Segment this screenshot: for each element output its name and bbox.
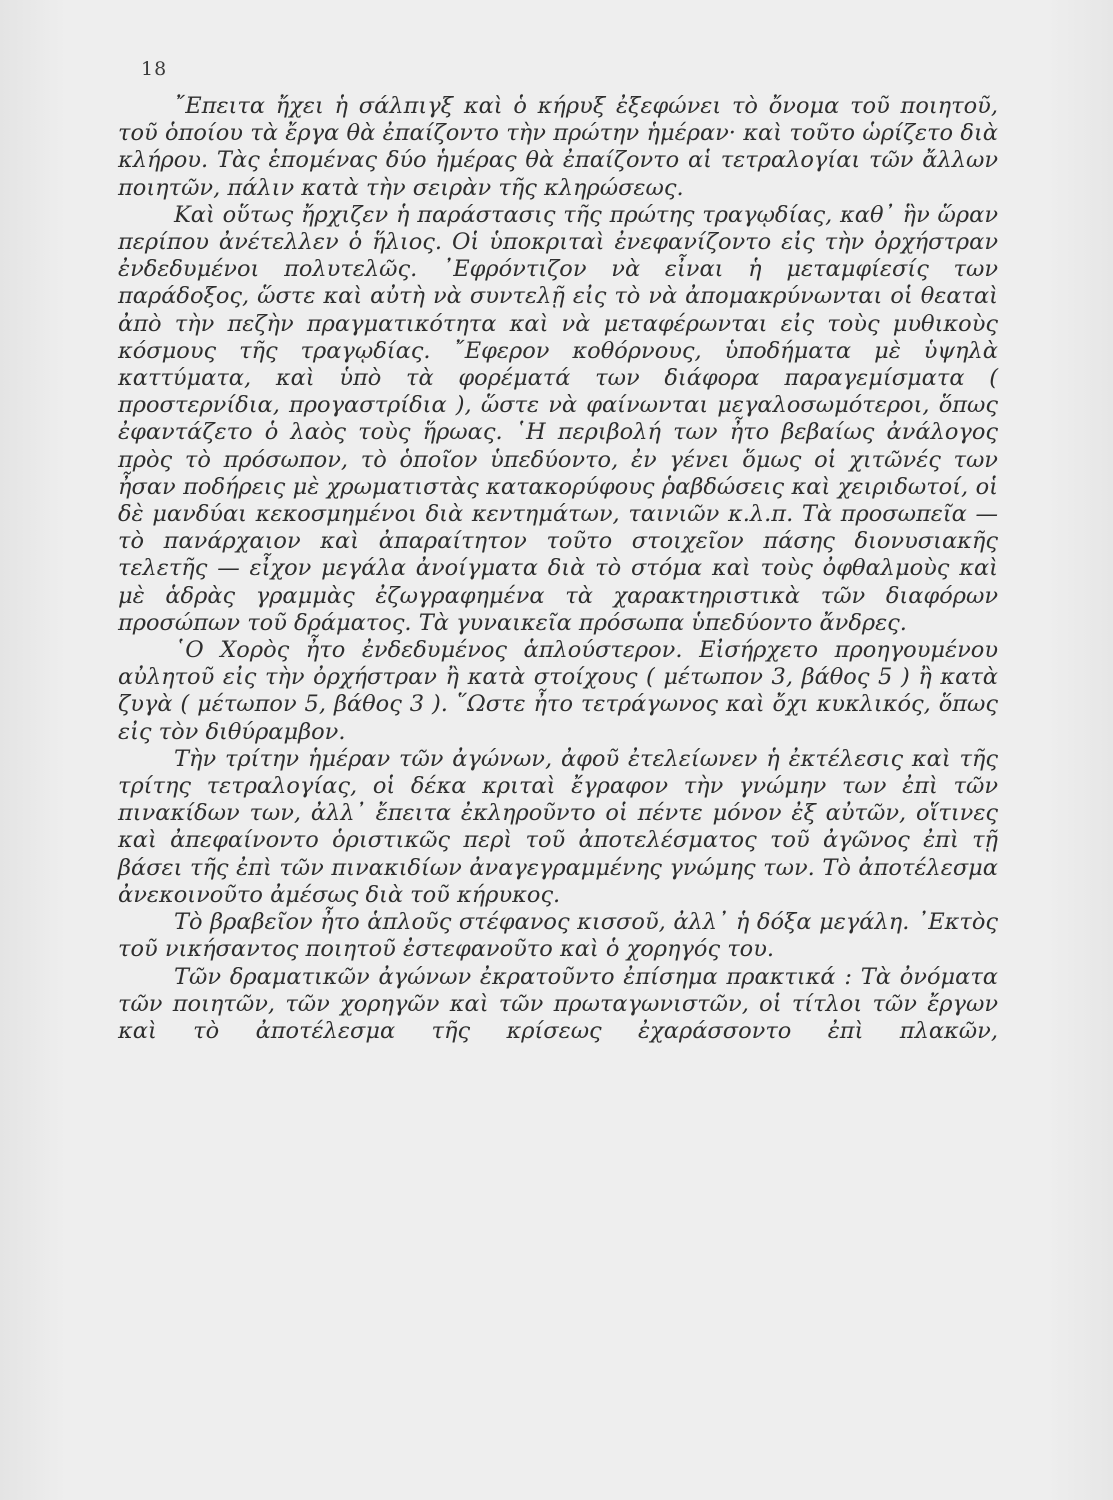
paragraph: Τὴν τρίτην ἡμέραν τῶν ἀγώνων, ἀφοῦ ἐτελείωνεν ἡ ἐκτέλεσις καὶ τῆς τρίτης τετραλογίας, οἱ δέκα κριταὶ ἔγραφον τὴν γνώμην των ἐπὶ τῶν πινακίδων των, ἀλλ᾽ ἔπειτα ἐκληροῦντο οἱ πέντε μόνον ἐξ αὐτῶν, οἵτινες καὶ ἀπεφαίνοντο ὁριστικῶς περὶ τοῦ ἀποτελέσματος τοῦ ἀγῶνος ἐπὶ τῇ βάσει τῆς ἐπὶ τῶν πινακιδίων ἀναγεγραμμένης γνώμης των. Τὸ ἀποτέλεσμα ἀνεκοινοῦτο ἀμέσως διὰ τοῦ κήρυκος.	[118, 745, 998, 908]
page-number: 18	[141, 58, 168, 80]
paragraph: Τῶν δραματικῶν ἀγώνων ἐκρατοῦντο ἐπίσημα πρακτικά : Τὰ ὀνόματα τῶν ποιητῶν, τῶν χορηγῶν καὶ τῶν πρωταγωνιστῶν, οἱ τίτλοι τῶν ἔργων καὶ τὸ ἀποτέλεσμα τῆς κρίσεως ἐχαράσσοντο ἐπὶ πλακῶν,	[118, 963, 998, 1044]
text-body	[118, 93, 998, 1045]
paragraph: ῎Επειτα ἤχει ἡ σάλπιγξ καὶ ὁ κήρυξ ἐξεφώνει τὸ ὄνομα τοῦ ποιητοῦ, τοῦ ὁποίου τὰ ἔργα θὰ ἐπαίζοντο τὴν πρώτην ἡμέραν· καὶ τοῦτο ὡρίζετο διὰ κλήρου. Τὰς ἑπομένας δύο ἡμέρας θὰ ἐπαίζοντο αἱ τετραλογίαι τῶν ἄλλων ποιητῶν, πάλιν κατὰ τὴν σειρὰν τῆς κληρώσεως.	[118, 93, 998, 201]
paragraph: Τὸ βραβεῖον ἦτο ἁπλοῦς στέφανος κισσοῦ, ἀλλ᾽ ἡ δόξα μεγάλη. ᾽Εκτὸς τοῦ νικήσαντος ποιητοῦ ἐστεφανοῦτο καὶ ὁ χορηγός του.	[118, 909, 998, 963]
paragraph: Καὶ οὕτως ἤρχιζεν ἡ παράστασις τῆς πρώτης τραγῳδίας, καθ᾽ ἣν ὥραν περίπου ἀνέτελλεν ὁ ἥλιος. Οἱ ὑποκριταὶ ἐνεφανίζοντο εἰς τὴν ὀρχήστραν ἐνδεδυμένοι πολυτελῶς. ᾽Εφρόντιζον νὰ εἶναι ἡ μεταμφίεσίς των παράδοξος, ὥστε καὶ αὐτὴ νὰ συντελῇ εἰς τὸ νὰ ἀπομακρύνωνται οἱ θεαταὶ ἀπὸ τὴν πεζὴν πραγματικότητα καὶ νὰ μεταφέρωνται εἰς τοὺς μυθικοὺς κόσμους τῆς τραγῳδίας. ῎Εφερον κοθόρνους, ὑποδήματα μὲ ὑψηλὰ καττύματα, καὶ ὑπὸ τὰ φορέματά των διάφορα παραγεμίσματα ( προστερνίδια, προγαστρίδια ), ὥστε νὰ φαίνωνται μεγαλοσωμότεροι, ὅπως ἐφαντάζετο ὁ λαὸς τοὺς ἥρωας. ῾Η περιβολή των ἦτο βεβαίως ἀνάλογος πρὸς τὸ πρόσωπον, τὸ ὁποῖον ὑπεδύοντο, ἐν γένει ὅμως οἱ χιτῶνές των ἦσαν ποδήρεις μὲ χρωματιστὰς κατακορύφους ῥαβδώσεις καὶ χειριδωτοί, οἱ δὲ μανδύαι κεκοσμημένοι διὰ κεντημάτων, ταινιῶν κ.λ.π. Τὰ προσωπεῖα — τὸ πανάρχαιον καὶ ἀπαραίτητον τοῦτο στοιχεῖον πάσης διονυσιακῆς τελετῆς — εἶχον μεγάλα ἀνοίγματα διὰ τὸ στόμα καὶ τοὺς ὀφθαλμοὺς καὶ μὲ ἁδρὰς γραμμὰς ἐζωγραφημένα τὰ χαρακτηριστικὰ τῶν διαφόρων προσώπων τοῦ δράματος. Τὰ γυναικεῖα πρόσωπα ὑπεδύοντο ἄνδρες.	[118, 201, 998, 636]
paragraph: ῾Ο Χορὸς ἦτο ἐνδεδυμένος ἁπλούστερον. Εἰσήρχετο προηγουμένου αὐλητοῦ εἰς τὴν ὀρχήστραν ἢ κατὰ στοίχους ( μέτωπον 3, βάθος 5 ) ἢ κατὰ ζυγὰ ( μέτωπον 5, βάθος 3 ). ῞Ωστε ἦτο τετράγωνος καὶ ὄχι κυκλικός, ὅπως εἰς τὸν διθύραμβον.	[118, 637, 998, 745]
